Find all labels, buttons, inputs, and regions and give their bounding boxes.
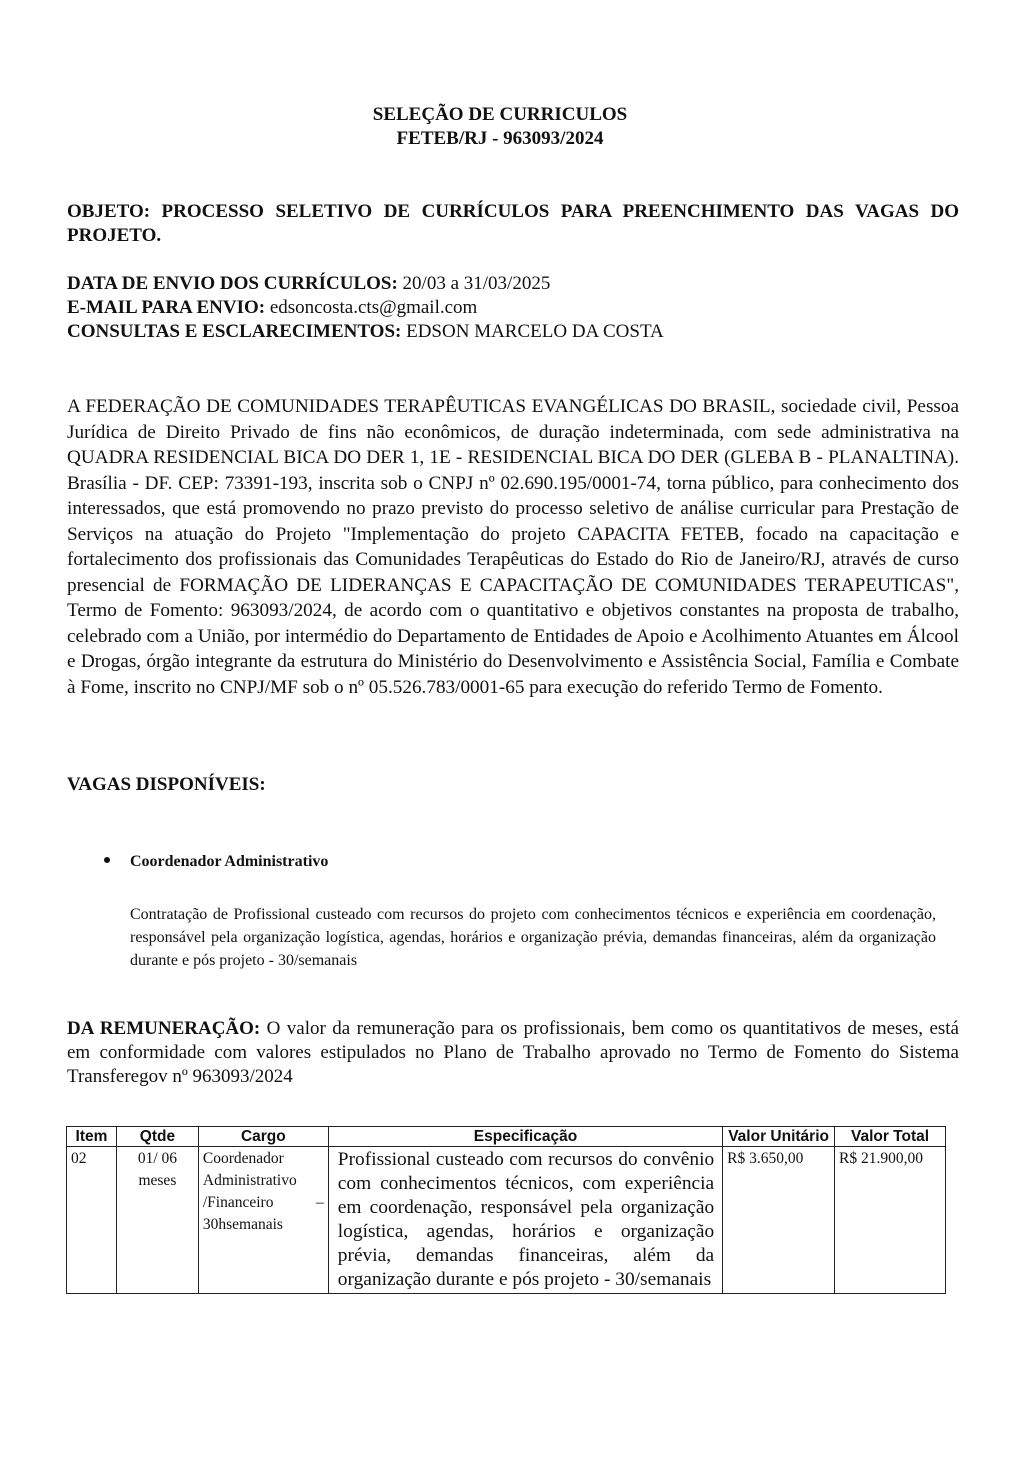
objeto-paragraph: OBJETO: PROCESSO SELETIVO DE CURRÍCULOS PARA PREENCHIMENTO DAS VAGAS DO PROJETO. <box>67 201 959 246</box>
cell-valor-total: R$ 21.900,00 <box>835 1147 946 1294</box>
email-value: edsoncosta.cts@gmail.com <box>265 297 478 318</box>
header-especificacao: Especificação <box>328 1127 722 1147</box>
submission-info <box>67 272 959 344</box>
cell-valor-unitario: R$ 3.650,00 <box>723 1147 835 1294</box>
data-envio-value: 20/03 a 31/03/2025 <box>397 273 551 294</box>
cell-especificacao: Profissional custeado com recursos do convênio com conhecimentos técnicos, com experiência em coordenação, responsável pela organização logística, agendas, horários e organização prévia, demandas financeiras, além da organização durante e pós projeto - 30/semanais <box>328 1147 722 1294</box>
cell-qtde: 01/ 06 meses <box>116 1147 198 1294</box>
document-subtitle: FETEB/RJ - 963093/2024 <box>396 128 604 149</box>
vaga-description: Contratação de Profissional custeado com recursos do projeto com conhecimentos técnicos e experiência em coordenação, responsável pela organização logística, agendas, horários e organização prévia, demandas financeiras, além da organização durante e pós projeto - 30/semanais <box>130 906 936 969</box>
document-title: SELEÇÃO DE CURRICULOS <box>372 104 628 125</box>
cell-item: 02 <box>67 1147 117 1294</box>
header-valor-unitario: Valor Unitário <box>723 1127 835 1147</box>
remuneracao-paragraph <box>67 1017 959 1089</box>
vaga-title: Coordenador Administrativo <box>130 853 329 870</box>
header-qtde: Qtde <box>116 1127 198 1147</box>
consultas-row <box>67 320 959 344</box>
remuneracao-label: DA REMUNERAÇÃO: <box>67 1018 261 1039</box>
remuneracao-text: O valor da remuneração para os profissionais, bem como os quantitativos de meses, está em conformidade com valores estipulados no Plano de Trabalho aprovado no Termo de Fomento do Sistema Transferegov nº 963093/2024 <box>67 1018 959 1087</box>
email-label: E-MAIL PARA ENVIO: <box>67 297 266 318</box>
vagas-heading: VAGAS DISPONÍVEIS: <box>67 774 266 795</box>
header-cargo: Cargo <box>198 1127 328 1147</box>
data-envio-label: DATA DE ENVIO DOS CURRÍCULOS: <box>67 273 398 294</box>
cell-cargo: Coordenador Administrativo /Financeiro – 30hsemanais <box>198 1147 328 1294</box>
consultas-value: EDSON MARCELO DA COSTA <box>401 321 664 342</box>
table-header-row <box>67 1127 946 1147</box>
vagas-table <box>66 1126 946 1294</box>
consultas-label: CONSULTAS E ESCLARECIMENTOS: <box>67 321 402 342</box>
intro-paragraph: A FEDERAÇÃO DE COMUNIDADES TERAPÊUTICAS EVANGÉLICAS DO BRASIL, sociedade civil, Pessoa Jurídica de Direito Privado de fins não econômicos, de duração indeterminada, com sede administrativa na QUADRA RESIDENCIAL BICA DO DER 1, 1E - RESIDENCIAL BICA DO DER (GLEBA B - PLANALTINA). Brasília - DF. CEP: 73391-193, inscrita sob o CNPJ nº 02.690.195/0001-74, torna público, para conhecimento dos interessados, que está promovendo no prazo previsto do processo seletivo de análise curricular para Prestação de Serviços na atuação do Projeto "Implementação do projeto CAPACITA FETEB, focado na capacitação e fortalecimento dos profissionais das Comunidades Terapêuticas do Estado do Rio de Janeiro/RJ, através de curso presencial de FORMAÇÃO DE LIDERANÇAS E CAPACITAÇÃO DE COMUNIDADES TERAPEUTICAS", Termo de Fomento: 963093/2024, de acordo com o quantitativo e objetivos constantes na proposta de trabalho, celebrado com a União, por intermédio do Departamento de Entidades de Apoio e Acolhimento Atuantes em Álcool e Drogas, órgão integrante da estrutura do Ministério do Desenvolvimento e Assistência Social, Família e Combate à Fome, inscrito no CNPJ/MF sob o nº 05.526.783/0001-65 para execução do referido Termo de Fomento. <box>67 396 959 698</box>
data-envio-row <box>67 272 959 296</box>
header-valor-total: Valor Total <box>835 1127 946 1147</box>
table-row <box>67 1147 946 1294</box>
header-item: Item <box>67 1127 117 1147</box>
bullet-icon <box>104 857 110 863</box>
email-row <box>67 296 959 320</box>
